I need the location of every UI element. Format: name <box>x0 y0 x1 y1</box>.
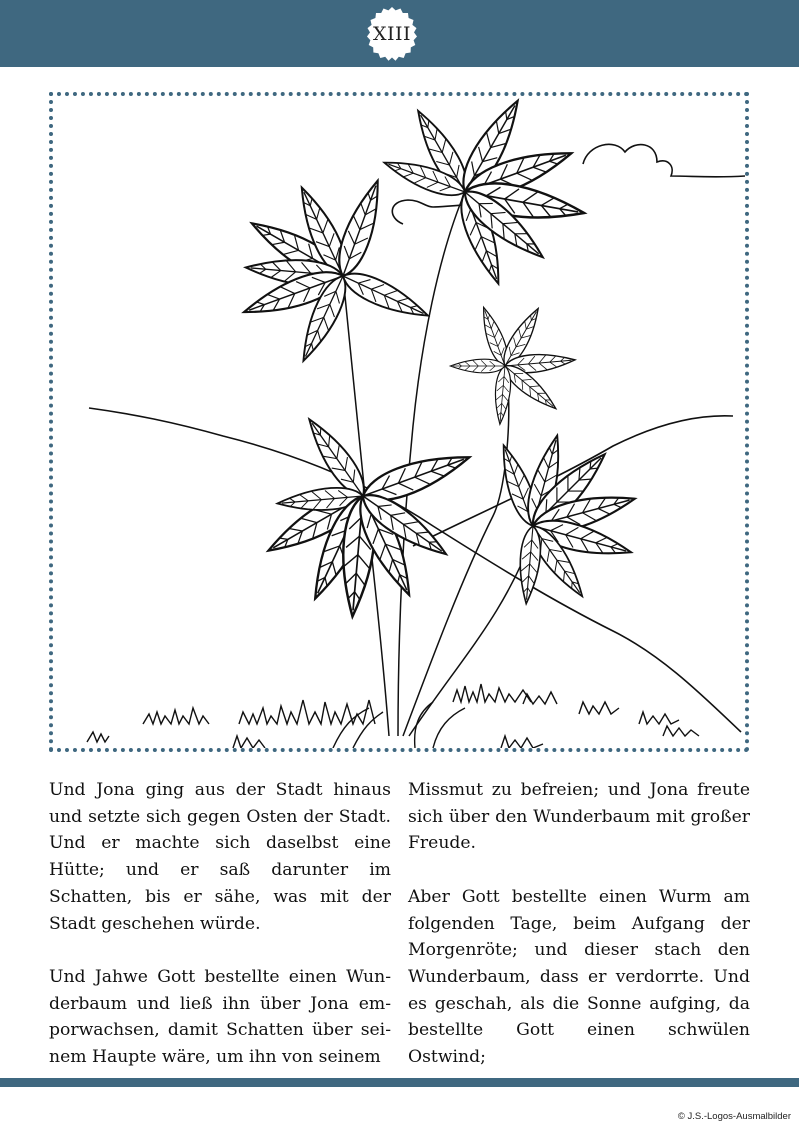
chapter-number: XIII <box>372 23 412 45</box>
chapter-badge <box>363 6 421 64</box>
paragraph: Und Jahwe Gott bestellte einen Wunderbaum und ließ ihn über Jona emporwachsen, damit Schatten über seinem Haupte wäre, um ihn von seinem <box>49 966 391 1068</box>
illustration-frame <box>49 92 749 752</box>
paragraph: Aber Gott bestellte einen Wurm am folgenden Tage, beim Aufgang der Morgenröte; und dieser stach den Wunderbaum, dass er verdorrte. Und es geschah, als die Sonne aufging, da bestellte Gott einen schwülen Ostwind; <box>408 886 750 1068</box>
copyright-notice: © J.S.-Logos-Ausmalbilder <box>677 1111 791 1122</box>
paragraph: Und Jona ging aus der Stadt hinaus und setzte sich gegen Osten der Stadt. Und er machte sich daselbst eine Hütte; und er saß darunter im Schatten, bis er sähe, was mit der Stadt geschehen würde. <box>49 780 391 934</box>
text-column-right <box>408 777 750 1097</box>
plant-illustration <box>53 96 745 748</box>
paragraph: Missmut zu befreien; und Jona freute sich über den Wunderbaum mit großer Freude. <box>408 780 750 854</box>
footer-band <box>0 1078 799 1087</box>
text-column-left <box>49 777 391 1097</box>
